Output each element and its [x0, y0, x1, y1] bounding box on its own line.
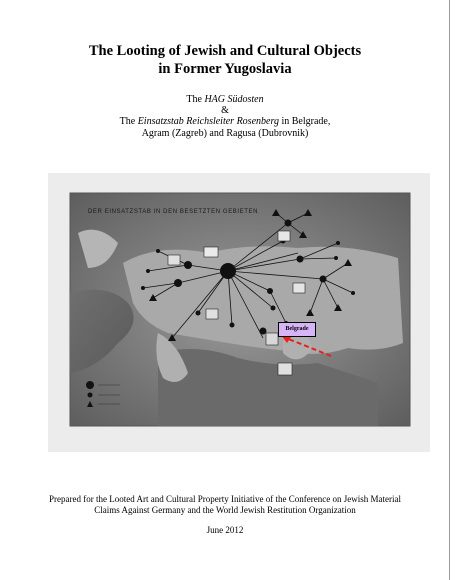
legend-small-circle — [88, 393, 93, 398]
building-icon — [278, 363, 292, 375]
subtitle-line-3 — [0, 116, 450, 128]
network-node — [174, 279, 182, 287]
network-node — [297, 256, 304, 263]
subtitle-line-4: Agram (Zagreb) and Ragusa (Dubrovnik) — [141, 128, 309, 139]
network-node — [271, 306, 276, 311]
legend-large-circle — [86, 381, 94, 389]
footer-line-1: Prepared for the Looted Art and Cultural Property Initiative of the Conference on Jewish Material — [49, 494, 401, 504]
subtitle-ampersand: & — [221, 105, 229, 116]
network-node — [230, 323, 235, 328]
network-node — [320, 276, 327, 283]
title-line-2: in Former Yugoslavia — [158, 61, 292, 77]
map-photograph — [48, 173, 430, 452]
building-icon — [293, 283, 305, 293]
building-icon — [168, 255, 180, 265]
network-node — [141, 286, 145, 290]
subtitle-err-name: Einsatzstab Reichsleiter Rosenberg — [137, 116, 279, 127]
footer-line-2: Claims Against Germany and the World Jewish Restitution Organization — [94, 505, 356, 515]
network-node — [196, 311, 201, 316]
page-edge — [449, 0, 450, 580]
network-node — [260, 328, 267, 335]
building-icon — [266, 333, 278, 345]
map-header-text: DER EINSATZSTAB IN DEN BESETZTEN GEBIETEN — [88, 209, 259, 215]
network-node — [285, 220, 292, 227]
building-icon — [278, 231, 290, 241]
subtitle-hag-name: HAG Südosten — [204, 94, 264, 105]
network-node — [351, 291, 355, 295]
network-node — [267, 288, 273, 294]
subtitle-location: in Belgrade, — [278, 116, 331, 127]
title-line-1: The Looting of Jewish and Cultural Objects — [88, 43, 362, 59]
network-node — [156, 249, 160, 253]
network-node — [334, 256, 338, 260]
network-node — [146, 269, 150, 273]
footer-date: June 2012 — [206, 525, 244, 535]
network-node — [336, 241, 340, 245]
hub-node — [220, 263, 236, 279]
subtitle-prefix-2: The — [119, 116, 138, 127]
belgrade-callout-label: Belgrade — [278, 322, 316, 337]
building-icon — [206, 309, 218, 319]
subtitle-prefix: The — [186, 94, 205, 105]
building-icon — [204, 247, 218, 257]
network-node — [184, 261, 192, 269]
